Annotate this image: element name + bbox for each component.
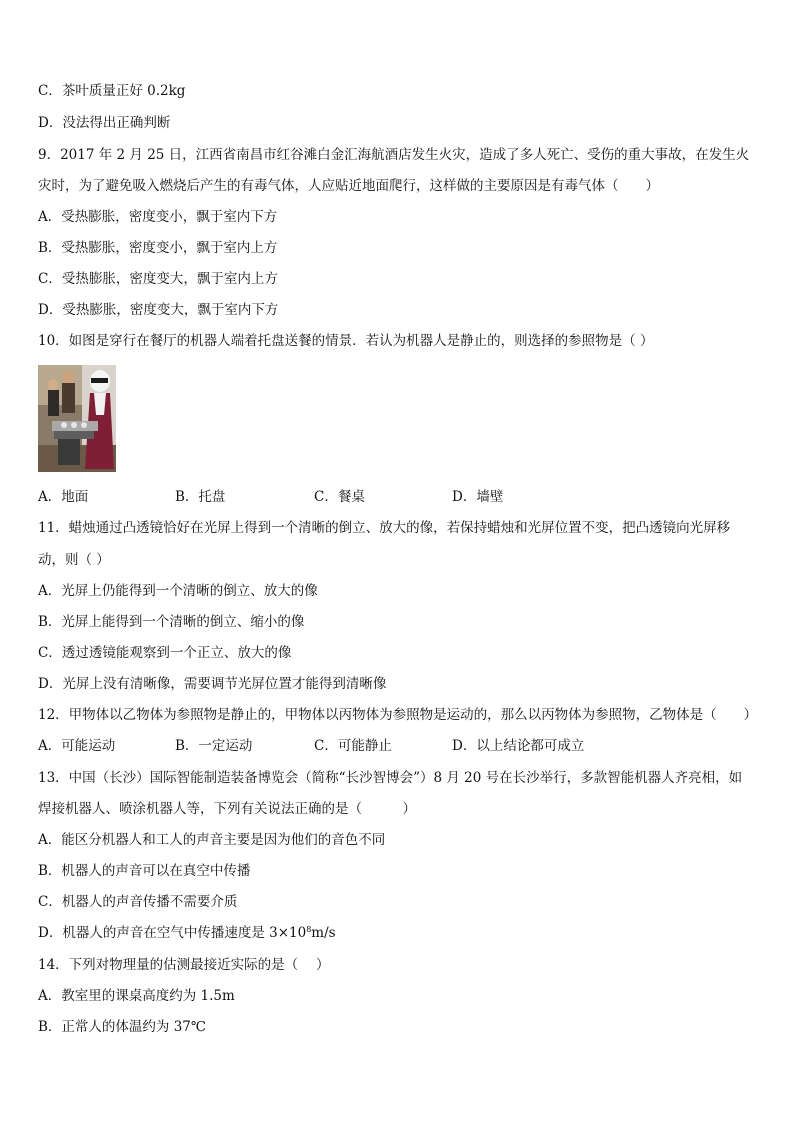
q13-option-d-unit: m/s — [311, 925, 336, 941]
q10-stem: 10．如图是穿行在餐厅的机器人端着托盘送餐的情景．若认为机器人是静止的，则选择的参照物是（ ） — [38, 333, 654, 349]
q13-option-d — [38, 924, 336, 942]
q10-options-row — [38, 488, 758, 506]
q11-option-c: C．透过透镜能观察到一个正立、放大的像 — [38, 645, 292, 661]
q11-stem-line-1: 11．蜡烛通过凸透镜恰好在光屏上得到一个清晰的倒立、放大的像，若保持蜡烛和光屏位置不变，把凸透镜向光屏移 — [38, 520, 731, 536]
q12-stem: 12．甲物体以乙物体为参照物是静止的，甲物体以丙物体为参照物是运动的，那么以丙物体为参照物，乙物体是（ ） — [38, 707, 758, 723]
q9-option-b: B．受热膨胀，密度变小，飘于室内上方 — [38, 240, 278, 256]
q9-option-c: C．受热膨胀，密度变大，飘于室内上方 — [38, 271, 278, 287]
q14-stem: 14．下列对物理量的估测最接近实际的是（ ） — [38, 957, 330, 973]
q12-option-d: D．以上结论都可成立 — [452, 738, 585, 754]
q13-option-a: A．能区分机器人和工人的声音主要是因为他们的音色不同 — [38, 832, 386, 848]
q13-option-d-exponent: 8 — [306, 925, 312, 934]
q10-option-a: A．地面 — [38, 489, 89, 505]
q13-option-b: B．机器人的声音可以在真空中传播 — [38, 863, 251, 879]
q11-option-d: D．光屏上没有清晰像，需要调节光屏位置才能得到清晰像 — [38, 676, 387, 692]
q12-option-a: A．可能运动 — [38, 738, 116, 754]
q11-option-b: B．光屏上能得到一个清晰的倒立、缩小的像 — [38, 614, 305, 630]
q13-option-c: C．机器人的声音传播不需要介质 — [38, 894, 238, 910]
q14-option-b: B．正常人的体温约为 37℃ — [38, 1019, 206, 1035]
q12-option-c: C．可能静止 — [314, 738, 392, 754]
q14-option-a: A．教室里的课桌高度约为 1.5m — [38, 988, 235, 1004]
q13-option-d-text: D．机器人的声音在空气中传播速度是 3×10 — [38, 925, 307, 941]
q12-options-row — [38, 737, 758, 755]
q9-option-d: D．受热膨胀，密度变大，飘于室内下方 — [38, 302, 279, 318]
q13-stem-line-1: 13．中国（长沙）国际智能制造装备博览会（简称“长沙智博会”）8 月 20 号在长沙举行，多款智能机器人齐亮相，如 — [38, 770, 743, 786]
q9-stem-line-2: 灾时，为了避免吸入燃烧后产生的有毒气体，人应贴近地面爬行，这样做的主要原因是有毒气体（ ） — [38, 178, 659, 194]
robot-waiter-photo — [38, 365, 116, 472]
q12-option-b: B．一定运动 — [175, 738, 253, 754]
q10-option-d: D．墙壁 — [452, 489, 504, 505]
q13-stem-line-2: 焊接机器人、喷涂机器人等，下列有关说法正确的是（ ） — [38, 801, 416, 817]
q11-stem-line-2: 动，则（ ） — [38, 552, 110, 568]
q8-option-d: D．没法得出正确判断 — [38, 115, 171, 131]
q9-stem-line-1: 9．2017 年 2 月 25 日，江西省南昌市红谷滩白金汇海航酒店发生火灾，造成了多人死亡、受伤的重大事故，在发生火 — [38, 147, 750, 163]
q10-option-b: B．托盘 — [175, 489, 226, 505]
q9-option-a: A．受热膨胀，密度变小，飘于室内下方 — [38, 209, 278, 225]
q8-option-c: C．茶叶质量正好 0.2kg — [38, 83, 186, 99]
q10-option-c: C．餐桌 — [314, 489, 365, 505]
q11-option-a: A．光屏上仍能得到一个清晰的倒立、放大的像 — [38, 583, 318, 599]
